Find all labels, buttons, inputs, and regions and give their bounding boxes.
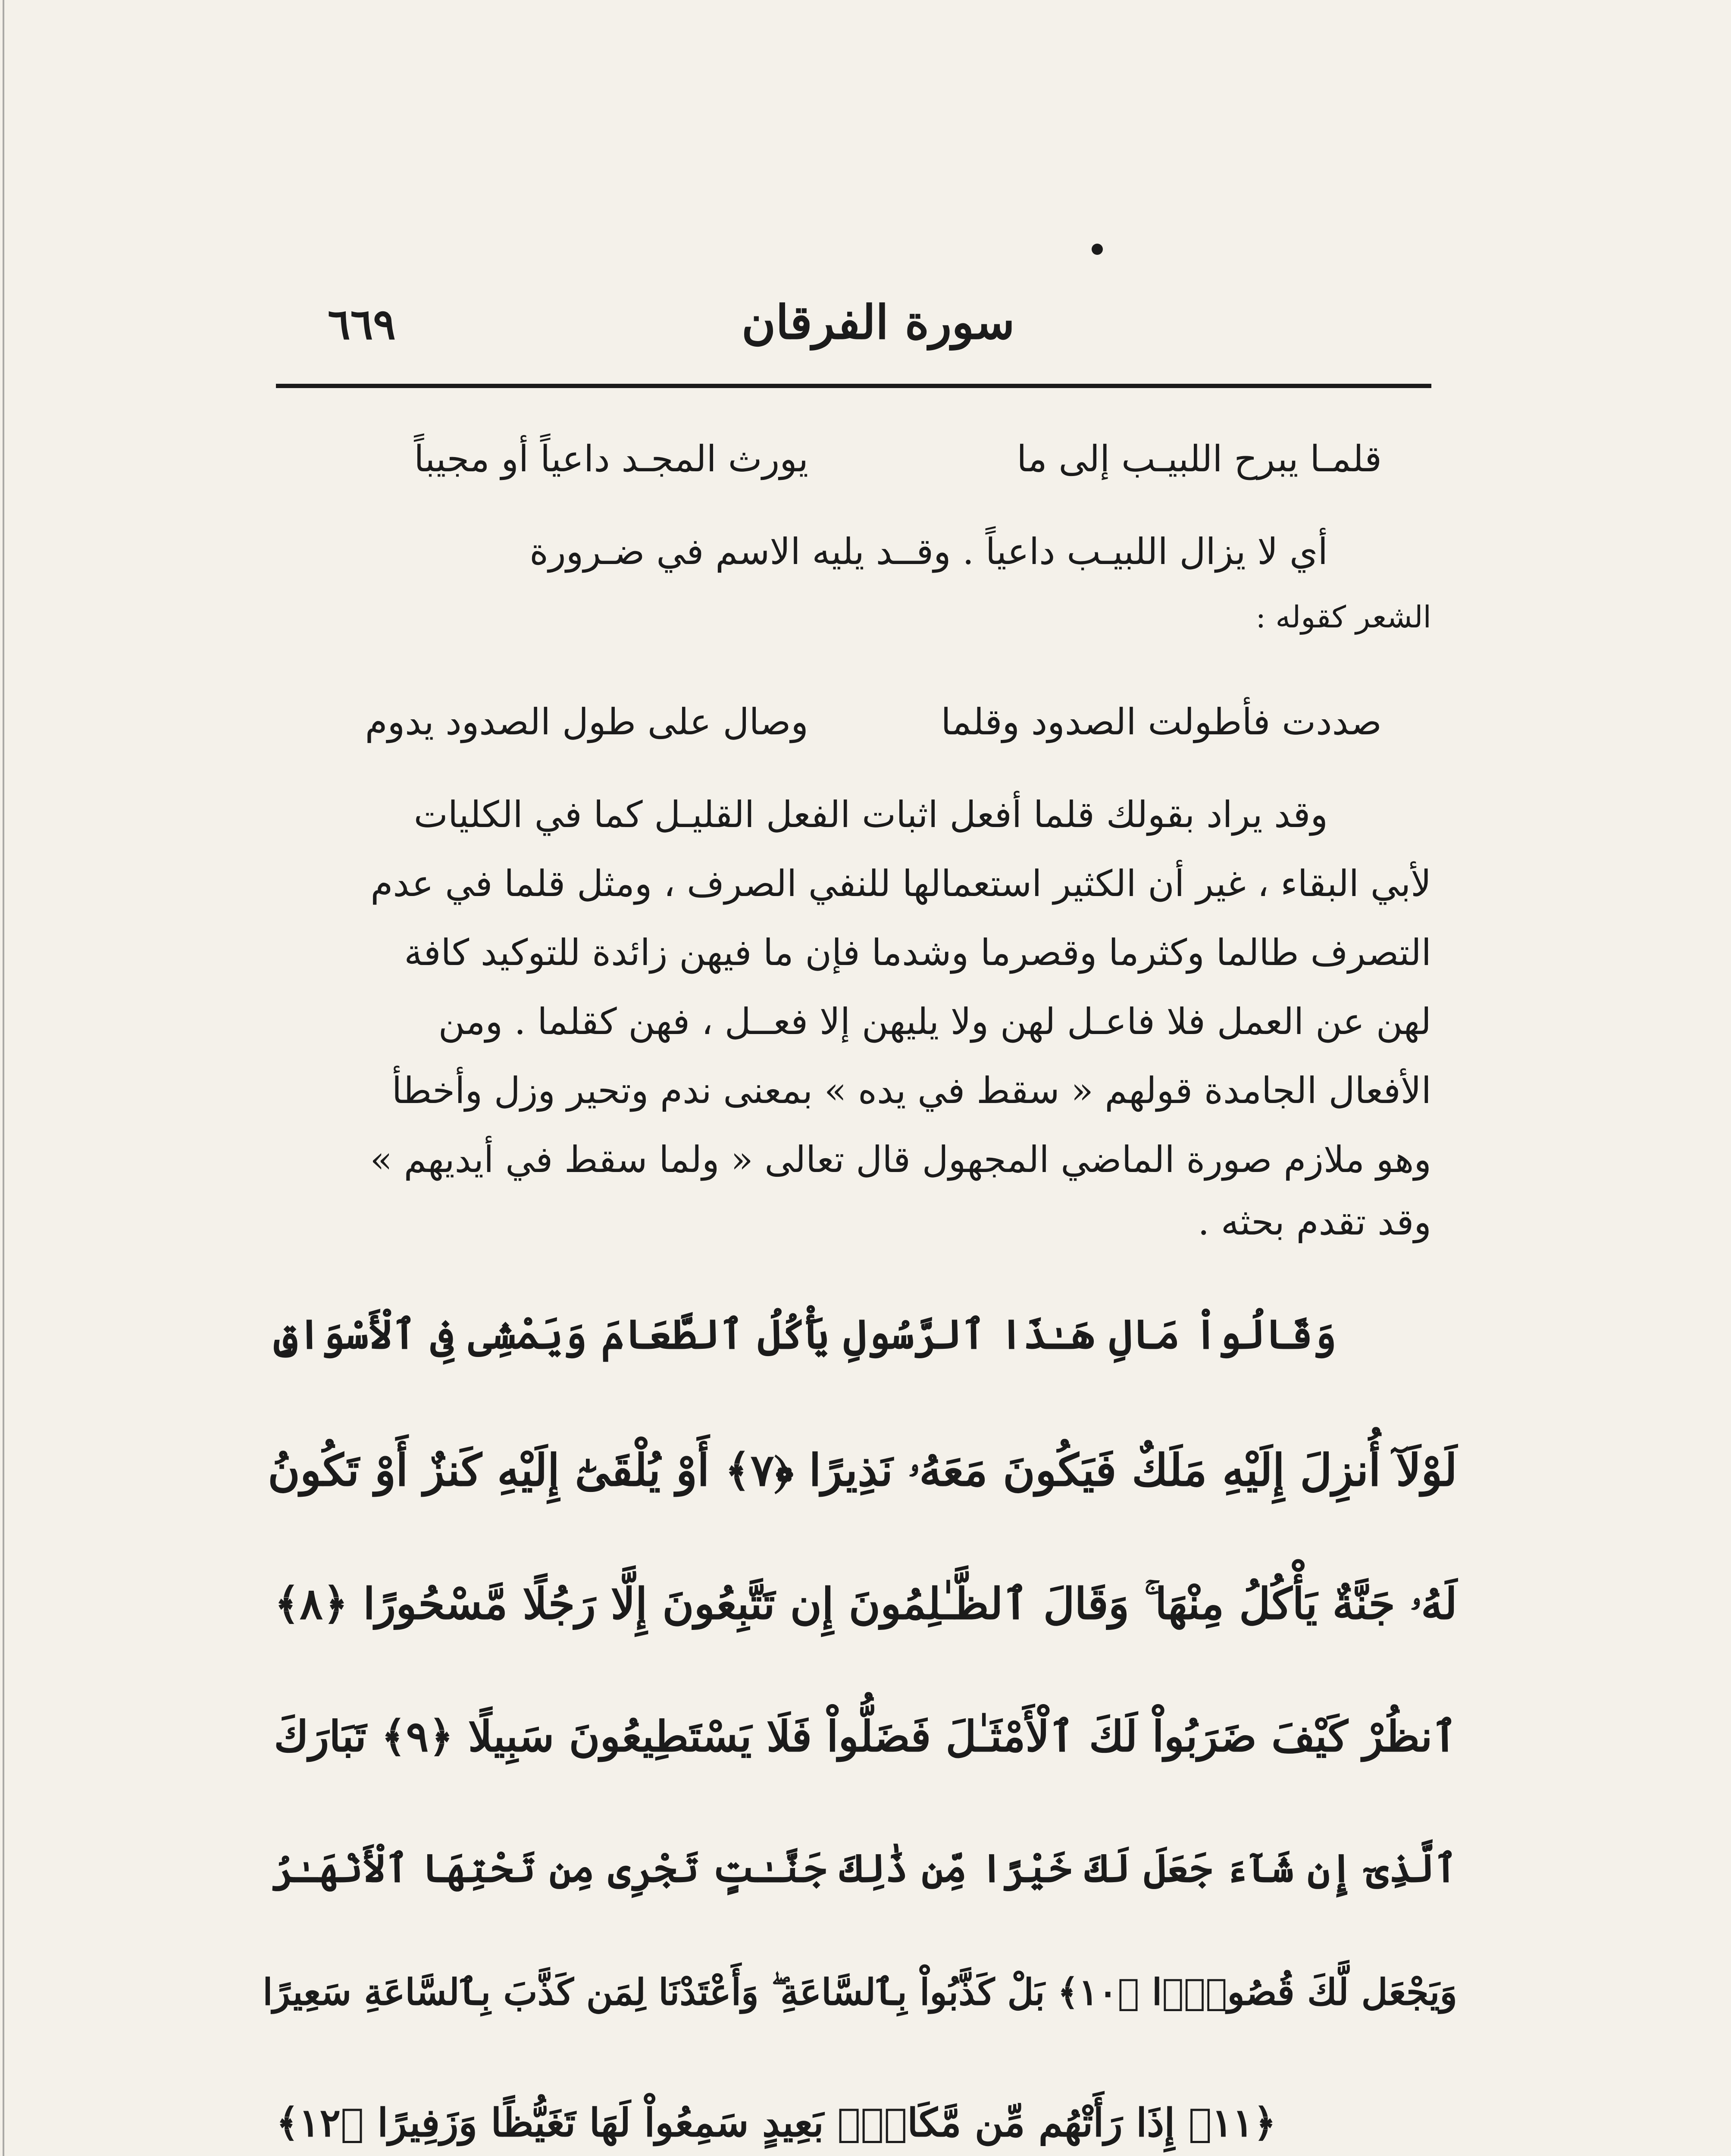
quran-line: لَوْلَآ أُنزِلَ إِلَيْهِ مَلَكٌ فَيَكُونَ مَعَهُۥ نَذِيرًا ﴿٧﴾ أَوْ يُلْقَىٰٓ إِلَيْهِ كَنزٌ أَوْ تَكُونُ — [268, 1445, 1457, 1496]
paragraph-line: وقد تقدم بحثه . — [1198, 1201, 1431, 1243]
poem-verse-1-right: قلمـا يبرح اللبيـب إلى ما — [1017, 438, 1382, 480]
paragraph-line: الأفعال الجامدة قولهم « سقط في يده » بمعنى ندم وتحير وزل وأخطأ — [391, 1069, 1431, 1112]
paragraph-line: التصرف طالما وكثرما وقصرما وشدما فإن ما فيهن زائدة للتوكيد كافة — [404, 931, 1431, 974]
paragraph-2 — [276, 793, 1431, 1285]
surah-title: سورة الفرقان — [742, 295, 1015, 350]
paragraph-line: وهو ملازم صورة الماضي المجهول قال تعالى « ولما سقط في أيديهم » — [370, 1138, 1431, 1181]
paragraph-line: الشعر كقوله : — [1255, 599, 1431, 635]
paragraph-line: لهن عن العمل فلا فاعـل لهن ولا يليهن إلا فعــل ، فهن كقلما . ومن — [438, 1000, 1431, 1043]
page-number: ٦٦٩ — [328, 300, 396, 349]
quran-line: وَيَجْعَل لَّكَ قُصُورًۢا ﴿١٠﴾ بَلْ كَذَّبُواْ بِٱلسَّاعَةِ ۖ وَأَعْتَدْنَا لِمَن كَذَّبَ بِٱلسَّاعَةِ سَعِيرًا — [263, 1971, 1457, 2013]
page-header — [276, 293, 1431, 371]
paragraph-1 — [276, 530, 1431, 660]
paragraph-line: وقد يراد بقولك قلما أفعل اثبات الفعل القليـل كما في الكليات — [413, 793, 1328, 836]
quran-passage — [259, 1311, 1457, 2156]
quran-line: وَقَالُواْ مَالِ هَـٰذَا ٱلرَّسُولِ يَأْكُلُ ٱلطَّعَامَ وَيَمْشِى فِى ٱلْأَسْوَاقِ — [274, 1311, 1337, 1358]
quran-line: ﴿١١﴾ إِذَا رَأَتْهُم مِّن مَّكَانٍۭ بَعِيدٍ سَمِعُواْ لَهَا تَغَيُّظًا وَزَفِيرًا ﴿١٢﴾ — [276, 2100, 1276, 2146]
quran-line: لَهُۥ جَنَّةٌ يَأْكُلُ مِنْهَا ۚ وَقَالَ ٱلظَّـٰلِمُونَ إِن تَتَّبِعُونَ إِلَّا رَجُلًا مَّسْحُورًا ﴿٨﴾ — [274, 1578, 1457, 1629]
paragraph-line: أي لا يزال اللبيـب داعياً . وقــد يليه الاسم في ضـرورة — [529, 530, 1328, 573]
poem-verse-1-left: يورث المجـد داعياً أو مجيباً — [414, 438, 808, 480]
ink-dot — [1092, 244, 1103, 255]
poem-verse-2-right: صددت فأطولت الصدود وقلما — [941, 701, 1382, 743]
paragraph-line: لأبي البقاء ، غير أن الكثير استعمالها للنفي الصرف ، ومثل قلما في عدم — [370, 862, 1431, 905]
quran-line: ٱلَّذِىٓ إِن شَآءَ جَعَلَ لَكَ خَيْرًا مِّن ذَٰلِكَ جَنَّـٰتٍ تَجْرِى مِن تَحْتِهَا ٱلْأَنْهَـٰرُ — [272, 1846, 1457, 1891]
header-rule — [276, 384, 1431, 388]
poem-verse-2-left: وصال على طول الصدود يدوم — [365, 701, 808, 743]
quran-line: ٱنظُرْ كَيْفَ ضَرَبُواْ لَكَ ٱلْأَمْثَـٰلَ فَضَلُّواْ فَلَا يَسْتَطِيعُونَ سَبِيلًا ﴿٩﴾ تَبَارَكَ — [274, 1712, 1457, 1761]
page-edge-line — [3, 0, 4, 2156]
